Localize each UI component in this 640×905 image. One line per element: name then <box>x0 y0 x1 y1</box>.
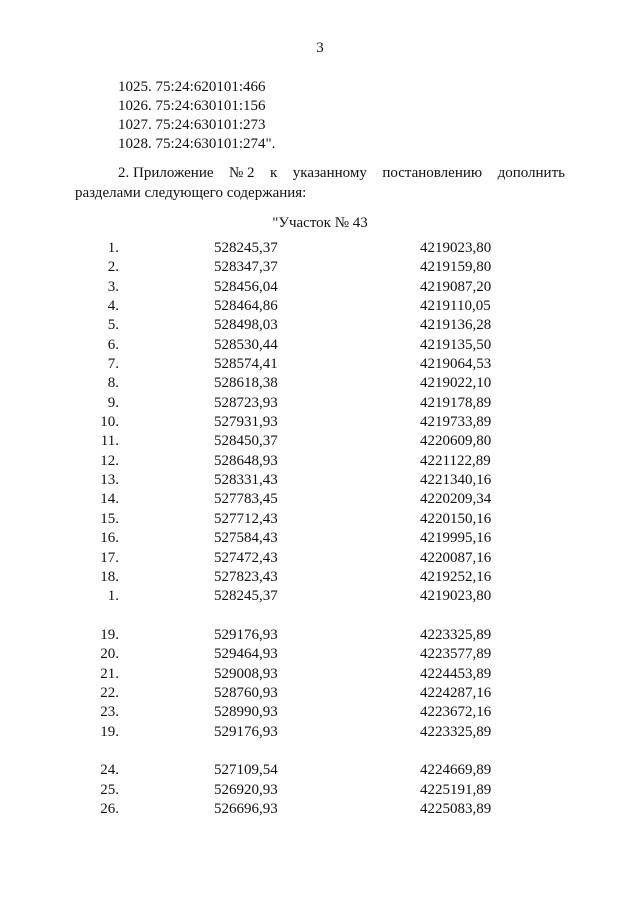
coordinate-y: 4219733,89 <box>420 414 492 431</box>
table-row <box>0 316 640 335</box>
coordinate-x: 527931,93 <box>214 414 278 431</box>
table-row <box>0 452 640 471</box>
list-item: 1025. 75:24:620101:466 <box>118 79 266 95</box>
table-row <box>0 626 640 645</box>
point-number: 11. <box>100 433 119 450</box>
coordinate-x: 528450,37 <box>214 433 278 450</box>
table-row <box>0 510 640 529</box>
coordinate-y: 4223577,89 <box>420 646 492 663</box>
coordinate-x: 528618,38 <box>214 375 278 392</box>
paragraph-word: № 2 <box>228 165 255 181</box>
coordinate-x: 526696,93 <box>214 800 278 817</box>
table-row <box>0 413 640 432</box>
table-row <box>0 800 640 819</box>
point-number: 21. <box>100 665 119 682</box>
coordinate-x: 527823,43 <box>214 568 278 585</box>
point-number: 3. <box>107 278 119 295</box>
coordinate-x: 527584,43 <box>214 530 278 547</box>
table-row <box>0 297 640 316</box>
list-item: 1027. 75:24:630101:273 <box>118 117 266 133</box>
table-row <box>0 703 640 722</box>
point-number: 17. <box>100 549 119 566</box>
list-item: 1028. 75:24:630101:274". <box>118 136 276 152</box>
coordinate-y: 4223672,16 <box>420 704 492 721</box>
table-row <box>0 723 640 742</box>
table-row <box>0 278 640 297</box>
coordinate-x: 529176,93 <box>214 626 278 643</box>
point-number: 4. <box>107 298 119 315</box>
table-row <box>0 549 640 568</box>
paragraph-line <box>75 163 565 183</box>
table-row <box>0 684 640 703</box>
coordinate-y: 4219087,20 <box>420 278 492 295</box>
coordinate-y: 4223325,89 <box>420 723 492 740</box>
coordinates-table <box>0 239 640 819</box>
coordinate-y: 4219023,80 <box>420 588 492 605</box>
point-number: 9. <box>107 394 119 411</box>
coordinate-y: 4223325,89 <box>420 626 492 643</box>
coordinate-y: 4220609,80 <box>420 433 492 450</box>
coordinate-y: 4219136,28 <box>420 317 492 334</box>
point-number: 22. <box>100 684 119 701</box>
coordinate-x: 527472,43 <box>214 549 278 566</box>
section-title: "Участок № 43 <box>272 215 368 231</box>
table-row <box>0 374 640 393</box>
table-row <box>0 665 640 684</box>
coordinate-x: 528648,93 <box>214 452 278 469</box>
table-row <box>0 490 640 509</box>
cadastral-list <box>118 78 275 154</box>
group-spacer <box>0 607 640 626</box>
table-row <box>0 781 640 800</box>
table-row <box>0 394 640 413</box>
coordinate-y: 4221122,89 <box>420 452 491 469</box>
point-number: 26. <box>100 800 119 817</box>
amendment-paragraph <box>75 163 565 203</box>
coordinate-y: 4225191,89 <box>420 781 492 798</box>
coordinate-y: 4219023,80 <box>420 240 492 256</box>
table-row <box>0 471 640 490</box>
coordinate-y: 4219178,89 <box>420 394 492 411</box>
point-number: 12. <box>100 452 119 469</box>
point-number: 16. <box>100 530 119 547</box>
table-row <box>0 568 640 587</box>
point-number: 10. <box>100 414 119 431</box>
paragraph-word: указанному <box>292 165 367 181</box>
coordinate-x: 528574,41 <box>214 356 278 373</box>
point-number: 15. <box>100 510 119 527</box>
coordinate-x: 529008,93 <box>214 665 278 682</box>
coordinate-x: 527109,54 <box>214 762 278 779</box>
coordinate-x: 528723,93 <box>214 394 278 411</box>
table-row <box>0 761 640 780</box>
coordinate-y: 4221340,16 <box>420 472 492 489</box>
coordinate-x: 529176,93 <box>214 723 278 740</box>
point-number: 18. <box>100 568 119 585</box>
coordinate-y: 4220209,34 <box>420 491 492 508</box>
coordinate-x: 528347,37 <box>214 259 278 276</box>
coordinate-y: 4224669,89 <box>420 762 492 779</box>
coordinate-x: 528245,37 <box>214 588 278 605</box>
coordinate-x: 527783,45 <box>214 491 278 508</box>
point-number: 19. <box>100 723 119 740</box>
point-number: 24. <box>100 762 119 779</box>
coordinate-y: 4224287,16 <box>420 684 492 701</box>
paragraph-word: к <box>270 165 278 181</box>
point-number: 1. <box>107 588 119 605</box>
coordinate-y: 4219135,50 <box>420 336 492 353</box>
coordinate-x: 528498,03 <box>214 317 278 334</box>
point-number: 19. <box>100 626 119 643</box>
coordinate-x: 528760,93 <box>214 684 278 701</box>
coordinate-y: 4224453,89 <box>420 665 492 682</box>
coordinate-x: 528990,93 <box>214 704 278 721</box>
coordinate-y: 4219995,16 <box>420 530 492 547</box>
coordinate-x: 526920,93 <box>214 781 278 798</box>
paragraph-word: постановлению <box>382 165 483 181</box>
coordinate-x: 527712,43 <box>214 510 278 527</box>
paragraph-word: дополнить <box>497 165 565 181</box>
coordinate-y: 4219110,05 <box>420 298 491 315</box>
point-number: 2. <box>107 259 119 276</box>
coordinate-y: 4219022,10 <box>420 375 492 392</box>
point-number: 25. <box>100 781 119 798</box>
point-number: 5. <box>107 317 119 334</box>
page-number: 3 <box>316 40 324 56</box>
point-number: 20. <box>100 646 119 663</box>
coordinate-x: 529464,93 <box>214 646 278 663</box>
point-number: 14. <box>100 491 119 508</box>
coordinate-x: 528464,86 <box>214 298 278 315</box>
coordinate-y: 4219159,80 <box>420 259 492 276</box>
table-row <box>0 432 640 451</box>
paragraph-word: 2. Приложение <box>118 165 214 181</box>
point-number: 7. <box>107 356 119 373</box>
table-row <box>0 336 640 355</box>
table-row <box>0 355 640 374</box>
coordinate-y: 4220087,16 <box>420 549 492 566</box>
list-item: 1026. 75:24:630101:156 <box>118 98 266 114</box>
coordinate-x: 528245,37 <box>214 240 278 256</box>
point-number: 23. <box>100 704 119 721</box>
coordinate-x: 528331,43 <box>214 472 278 489</box>
coordinate-y: 4219064,53 <box>420 356 492 373</box>
table-row <box>0 258 640 277</box>
coordinate-x: 528456,04 <box>214 278 278 295</box>
point-number: 13. <box>100 472 119 489</box>
table-row <box>0 645 640 664</box>
point-number: 1. <box>107 240 119 256</box>
table-row <box>0 239 640 258</box>
paragraph-line: разделами следующего содержания: <box>75 185 307 201</box>
coordinate-y: 4220150,16 <box>420 510 492 527</box>
group-spacer <box>0 742 640 761</box>
table-row <box>0 529 640 548</box>
point-number: 8. <box>107 375 119 392</box>
point-number: 6. <box>107 336 119 353</box>
coordinate-y: 4219252,16 <box>420 568 492 585</box>
coordinate-y: 4225083,89 <box>420 800 492 817</box>
coordinate-x: 528530,44 <box>214 336 278 353</box>
table-row <box>0 587 640 606</box>
